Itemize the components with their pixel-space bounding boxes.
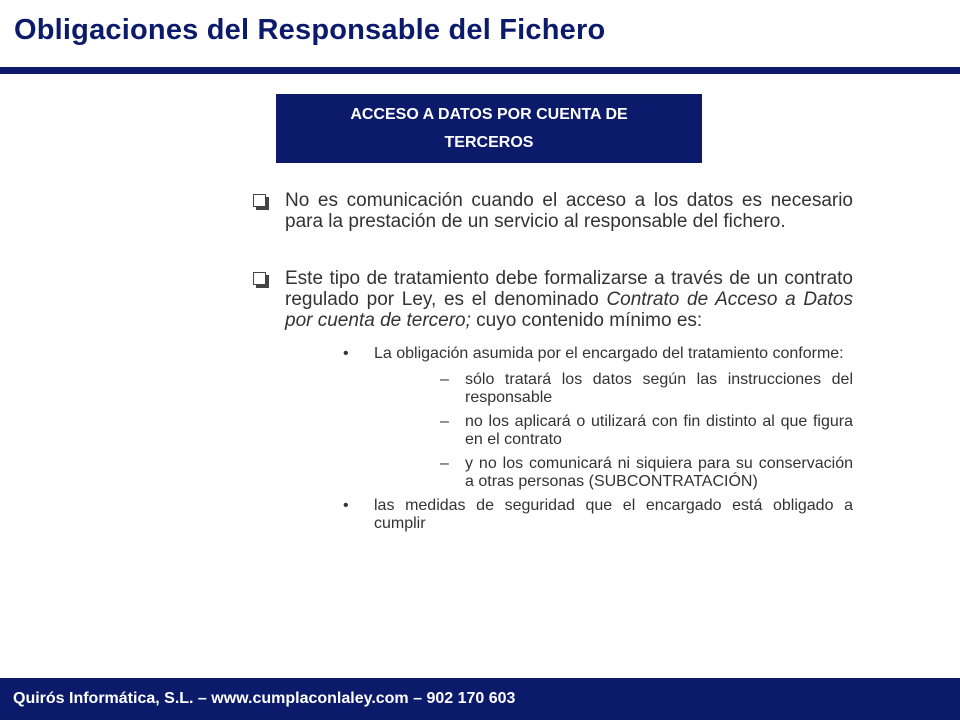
nested-list-item	[440, 371, 853, 407]
bullet-icon: •	[343, 497, 349, 514]
list-item	[250, 268, 853, 331]
list-item	[250, 190, 853, 232]
nested-list	[250, 371, 853, 491]
sub-list-item-text: las medidas de seguridad que el encargado está obligado a cumplir	[374, 497, 853, 532]
sub-list-item-text: La obligación asumida por el encargado del tratamiento conforme:	[374, 345, 844, 362]
slide-content	[250, 190, 853, 533]
footer-text: Quirós Informática, S.L. – www.cumplaconlaley.com – 902 170 603	[13, 690, 516, 707]
nested-list-item-text: no los aplicará o utilizará con fin distinto al que figura en el contrato	[465, 413, 853, 448]
nested-list-item-text: y no los comunicará ni siquiera para su conservación a otras personas (SUBCONTRATACIÓN)	[465, 455, 853, 490]
sub-list-item	[250, 497, 853, 533]
bullet-icon: •	[343, 345, 349, 362]
list-item-text: No es comunicación cuando el acceso a los datos es necesario para la prestación de un servicio al responsable del fichero.	[285, 190, 853, 232]
banner-line-2: TERCEROS	[444, 133, 534, 151]
checkbox-bullet-icon	[253, 272, 266, 285]
dash-icon: –	[440, 413, 449, 430]
contract-name: Contrato de Acceso a Datos por cuenta de tercero;	[285, 289, 853, 331]
sub-list	[250, 345, 853, 533]
checkbox-bullet-icon	[253, 194, 266, 207]
nested-list-item-text: sólo tratará los datos según las instrucciones del responsable	[465, 371, 853, 406]
dash-icon: –	[440, 371, 449, 388]
nested-list-item	[440, 455, 853, 491]
dash-icon: –	[440, 455, 449, 472]
title-divider	[0, 67, 960, 74]
list-item-text-end: cuyo contenido mínimo es:	[470, 310, 703, 331]
footer-bar	[0, 678, 960, 720]
list-item-text: Este tipo de tratamiento debe formalizarse a través de un contrato regulado por Ley, es el denominado	[285, 268, 853, 310]
slide-title: Obligaciones del Responsable del Fichero	[14, 14, 606, 46]
sub-list-item	[250, 345, 853, 363]
banner-line-1: ACCESO A DATOS POR CUENTA DE	[350, 105, 628, 123]
nested-list-item	[440, 413, 853, 449]
section-banner	[276, 94, 702, 163]
